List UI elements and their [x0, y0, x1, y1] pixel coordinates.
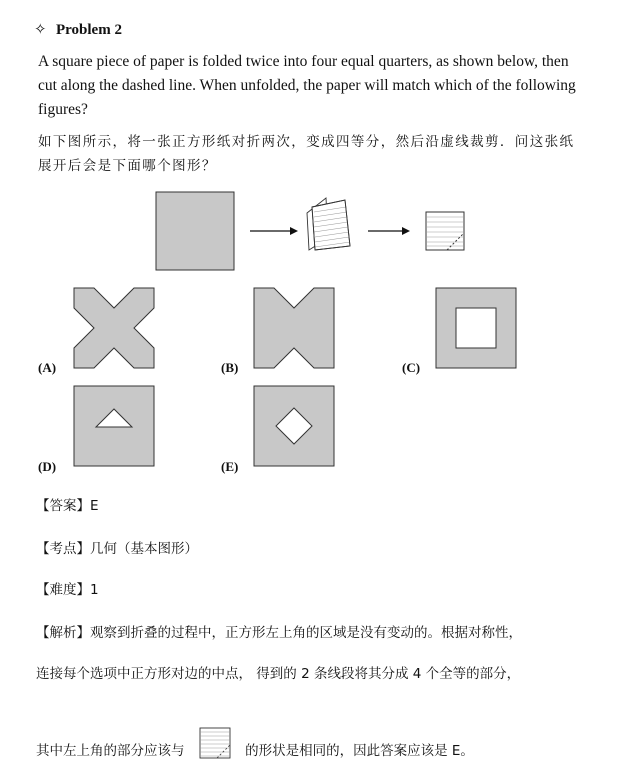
analysis-text-1: 观察到折叠的过程中，正方形左上角的区域是没有变动的。根据对称性， [90, 625, 522, 641]
question-english: A square piece of paper is folded twice into four equal quarters, as shown below, then cut along the dashed line. When unfolded, the paper will match which of the following figures? [38, 53, 576, 118]
problem-title [34, 20, 122, 39]
analysis-line-1 [36, 621, 596, 641]
option-d-label: (D) [38, 459, 57, 474]
arrow-icon [250, 227, 298, 235]
topic-line [36, 537, 198, 557]
question-chinese: 如下图所示，将一张正方形纸对折两次，变成四等分，然后沿虚线裁剪．问这张纸展开后会是下面哪个图形？ [38, 134, 575, 174]
difficulty-value: 1 [90, 582, 99, 598]
folded-paper-icon [307, 198, 350, 250]
option-a-figure [74, 288, 156, 370]
topic-value: 几何（基本图形） [90, 541, 198, 557]
answer-line [36, 494, 99, 514]
option-d-figure [74, 386, 156, 468]
analysis-line-2: 连接每个选项中正方形对边的中点， 得到的 2 条线段将其分成 4 个全等的部分， [36, 666, 521, 682]
option-b-label: (B) [221, 360, 239, 375]
option-e-label: (E) [221, 459, 239, 474]
arrow-icon [368, 227, 410, 235]
quarter-paper-icon [426, 212, 464, 250]
sparkle-icon: ✧ [34, 22, 47, 38]
option-c-label: (C) [402, 360, 421, 375]
analysis-tag: 【解析】 [36, 625, 90, 641]
option-e-figure [254, 386, 336, 468]
quarter-paper-inline-icon [199, 727, 231, 759]
difficulty-tag: 【难度】 [36, 582, 90, 598]
analysis-line-3 [36, 727, 596, 759]
option-b-figure [254, 288, 336, 370]
option-a-label: (A) [38, 360, 57, 375]
analysis-text-3a: 其中左上角的部分应该与 [36, 743, 185, 759]
answer-tag: 【答案】 [36, 498, 90, 514]
difficulty-line [36, 578, 99, 598]
problem-title-text: Problem 2 [56, 22, 122, 38]
folding-sequence-figure [150, 188, 480, 273]
topic-tag: 【考点】 [36, 541, 90, 557]
full-square-paper [156, 192, 234, 270]
answer-value: E [90, 498, 99, 514]
option-c-figure [436, 288, 518, 370]
analysis-text-3b: 的形状是相同的，因此答案应该是 E。 [245, 743, 474, 759]
